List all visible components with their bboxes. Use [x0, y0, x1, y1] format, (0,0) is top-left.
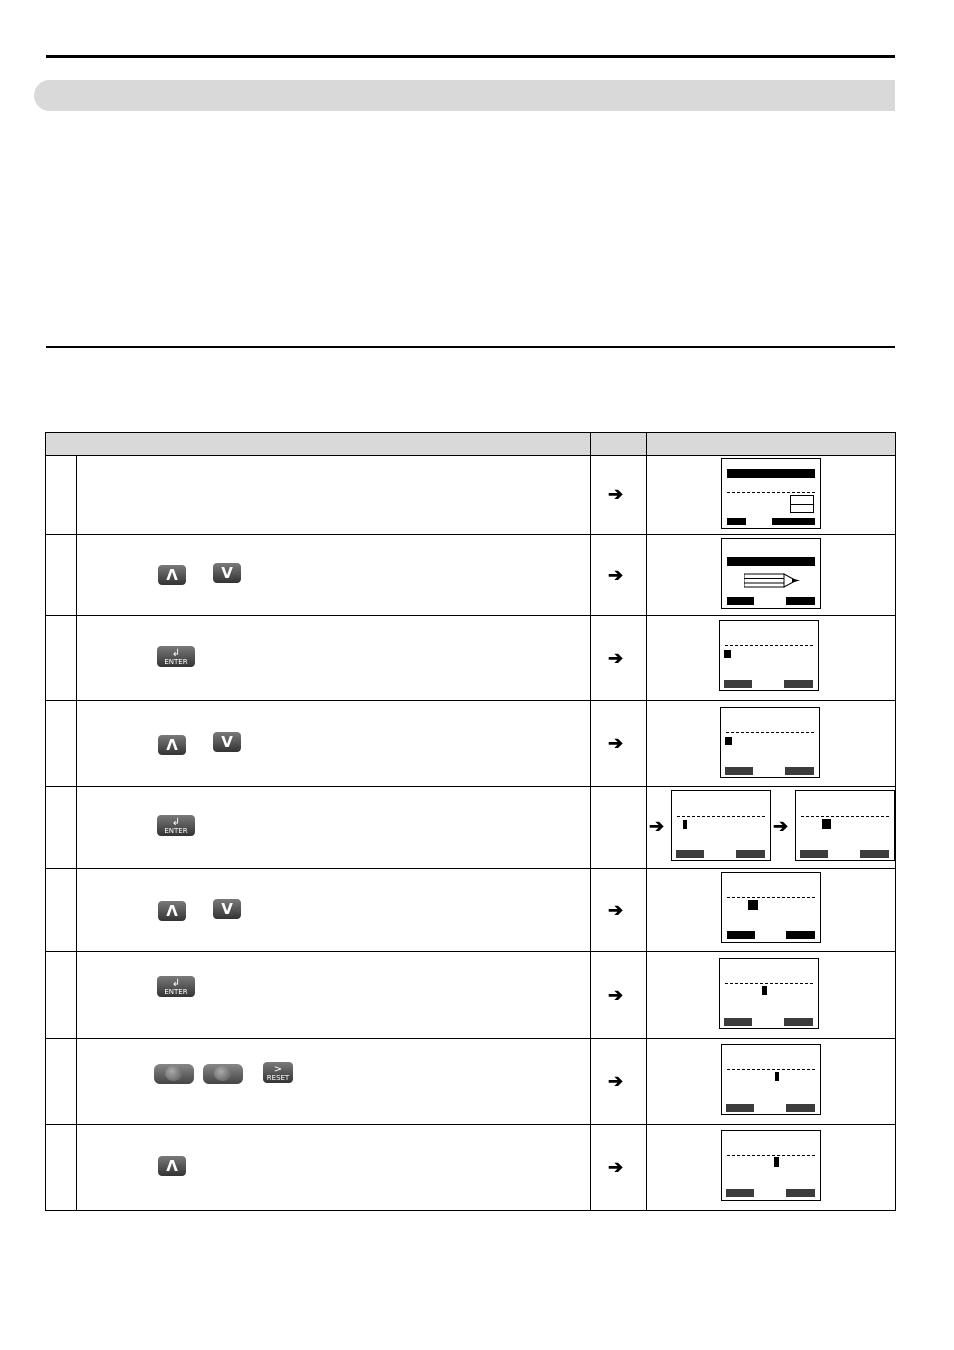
- arrow-icon: ➔: [608, 985, 624, 1005]
- enter-key-icon: ↲ ENTER: [157, 976, 195, 997]
- arrow-icon: ➔: [649, 816, 665, 836]
- arrow-icon: ➔: [608, 484, 624, 504]
- row-divider: [46, 1038, 895, 1039]
- lcd-screen: [721, 1044, 821, 1115]
- row-divider: [46, 786, 895, 787]
- down-key-icon: V: [213, 563, 241, 583]
- lcd-screen: [795, 790, 895, 861]
- round-key-icon: [203, 1064, 243, 1084]
- arrow-icon: ➔: [608, 900, 624, 920]
- arrow-icon: ➔: [608, 1071, 624, 1091]
- down-key-icon: V: [213, 732, 241, 752]
- arrow-icon: ➔: [608, 1157, 624, 1177]
- row-divider: [46, 951, 895, 952]
- lcd-screen: [671, 790, 771, 861]
- row-divider: [46, 700, 895, 701]
- result-column-divider: [646, 433, 647, 1210]
- subsection-rule: [46, 346, 895, 348]
- arrow-icon: ➔: [608, 733, 624, 753]
- up-key-icon: Λ: [158, 1156, 186, 1176]
- section-title-bar: [34, 80, 895, 111]
- up-key-icon: Λ: [158, 565, 186, 585]
- down-key-icon: V: [213, 899, 241, 919]
- reset-key-icon: > RESET: [263, 1062, 293, 1083]
- lcd-screen: [720, 707, 820, 778]
- row-divider: [46, 868, 895, 869]
- arrow-icon: ➔: [608, 648, 624, 668]
- keys-column-divider: [590, 433, 591, 1210]
- row-divider: [46, 534, 895, 535]
- round-key-icon: [154, 1064, 194, 1084]
- arrow-icon: ➔: [608, 565, 624, 585]
- lcd-screen: [721, 872, 821, 943]
- row-divider: [46, 615, 895, 616]
- lcd-screen: [719, 958, 819, 1029]
- table-header: [46, 433, 895, 456]
- arrow-icon: ➔: [773, 816, 789, 836]
- up-key-icon: Λ: [158, 735, 186, 755]
- top-rule: [46, 55, 895, 58]
- lcd-screen: [721, 1130, 821, 1201]
- lcd-screen: [721, 458, 821, 529]
- enter-key-icon: ↲ ENTER: [157, 815, 195, 836]
- lcd-screen: [719, 620, 819, 691]
- lcd-screen: [721, 538, 821, 609]
- row-divider: [46, 1124, 895, 1125]
- enter-key-icon: ↲ ENTER: [157, 646, 195, 667]
- step-column-divider: [76, 455, 77, 1210]
- pencil-icon: [744, 572, 802, 590]
- up-key-icon: Λ: [158, 901, 186, 921]
